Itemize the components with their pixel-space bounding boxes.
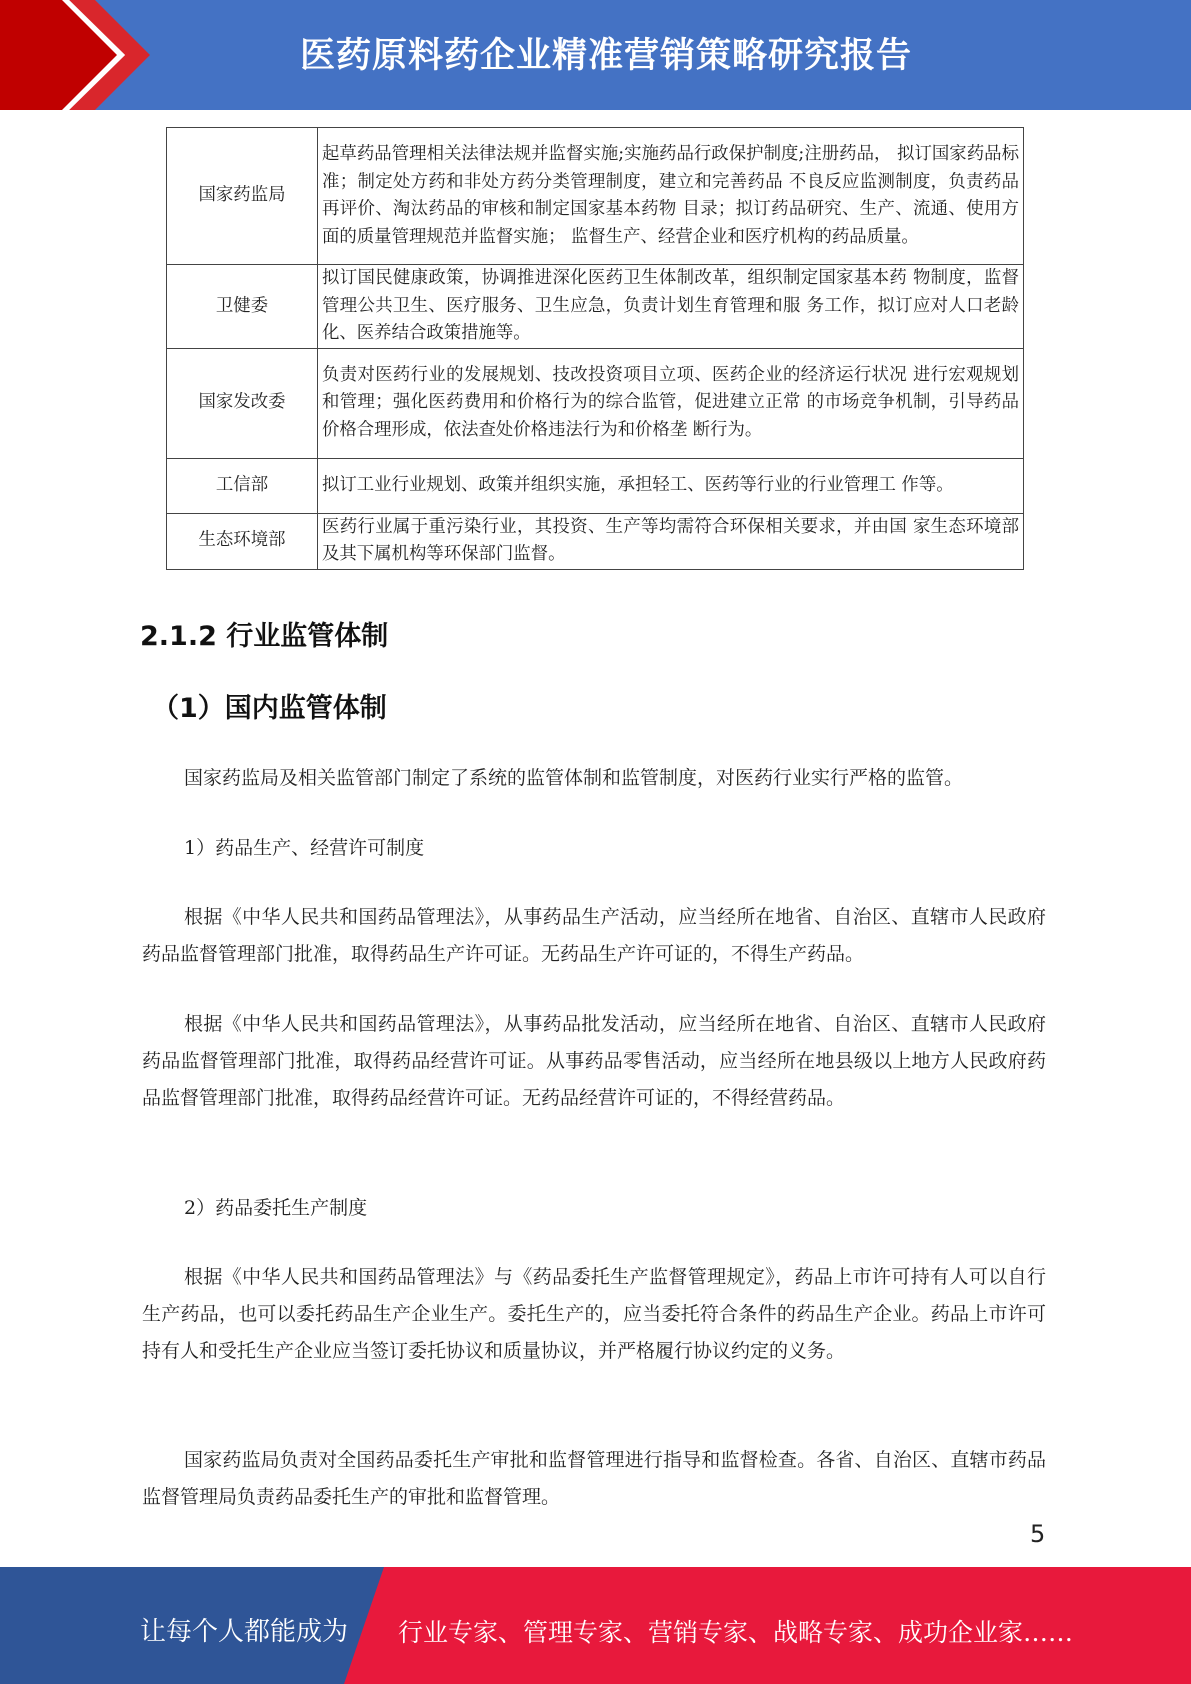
body-paragraph: 根据《中华人民共和国药品管理法》，从事药品批发活动，应当经所在地省、自治区、直辖市人民政府药品监督管理部门批准，取得药品经营许可证。从事药品零售活动，应当经所在地县级以上地方人民政府药品监督管理部门批准，取得药品经营许可证。无药品经营许可证的，不得经营药品。	[142, 1013, 1046, 1109]
department-cell: 卫健委	[167, 265, 318, 349]
item-2-title: 2）药品委托生产制度	[184, 1197, 368, 1219]
report-title: 医药原料药企业精准营销策略研究报告	[300, 36, 913, 76]
duties-cell: 起草药品管理相关法律法规并监督实施;实施药品行政保护制度;注册药品， 拟订国家药品标准；制定处方药和非处方药分类管理制度，建立和完善药品 不良反应监测制度，负责药品再评价、淘汰药品的审核和制定国家基本药物 目录；拟订药品研究、生产、流通、使用方面的质量管理规范并监督实施； 监督生产、经营企业和医疗机构的药品质量。	[318, 128, 1024, 265]
duties-cell: 拟订国民健康政策，协调推进深化医药卫生体制改革，组织制定国家基本药 物制度，监督管理公共卫生、医疗服务、卫生应急，负责计划生育管理和服 务工作，拟订应对人口老龄化、医养结合政策措施等。	[318, 265, 1024, 349]
intro-paragraph: 国家药监局及相关监管部门制定了系统的监管体制和监管制度，对医药行业实行严格的监管。	[184, 767, 964, 789]
department-cell: 国家药监局	[167, 128, 318, 265]
footer-slogan-left: 让每个人都能成为	[140, 1617, 349, 1647]
department-cell: 生态环境部	[167, 513, 318, 569]
table-row	[167, 513, 1024, 569]
table-row	[167, 458, 1024, 513]
regulatory-authorities-table	[166, 127, 1024, 570]
item-1-title: 1）药品生产、经营许可制度	[184, 837, 425, 859]
department-cell: 工信部	[167, 458, 318, 513]
table-row	[167, 348, 1024, 458]
page-number: 5	[1030, 1520, 1046, 1548]
department-cell: 国家发改委	[167, 348, 318, 458]
page-footer	[0, 1567, 1191, 1684]
subsection-heading: （1）国内监管体制	[152, 693, 387, 724]
body-paragraph: 国家药监局负责对全国药品委托生产审批和监督管理进行指导和监督检查。各省、自治区、直辖市药品监督管理局负责药品委托生产的审批和监督管理。	[142, 1449, 1046, 1508]
table-row	[167, 265, 1024, 349]
body-paragraph: 根据《中华人民共和国药品管理法》，从事药品生产活动，应当经所在地省、自治区、直辖市人民政府药品监督管理部门批准，取得药品生产许可证。无药品生产许可证的，不得生产药品。	[142, 906, 1046, 965]
footer-slogan-right: 行业专家、管理专家、营销专家、战略专家、成功企业家……	[398, 1618, 1074, 1647]
page-header	[0, 0, 1191, 110]
duties-cell: 医药行业属于重污染行业，其投资、生产等均需符合环保相关要求，并由国 家生态环境部及其下属机构等环保部门监督。	[318, 513, 1024, 569]
duties-cell: 拟订工业行业规划、政策并组织实施，承担轻工、医药等行业的行业管理工 作等。	[318, 458, 1024, 513]
header-arrow-decoration	[0, 0, 150, 110]
table-row	[167, 128, 1024, 265]
body-paragraph: 根据《中华人民共和国药品管理法》与《药品委托生产监督管理规定》，药品上市许可持有人可以自行生产药品，也可以委托药品生产企业生产。委托生产的，应当委托符合条件的药品生产企业。药品上市许可持有人和受托生产企业应当签订委托协议和质量协议，并严格履行协议约定的义务。	[142, 1266, 1046, 1362]
duties-cell: 负责对医药行业的发展规划、技改投资项目立项、医药企业的经济运行状况 进行宏观规划和管理；强化医药费用和价格行为的综合监管，促进建立正常 的市场竞争机制，引导药品价格合理形成，依法查处价格违法行为和价格垄 断行为。	[318, 348, 1024, 458]
section-heading: 2.1.2 行业监管体制	[140, 621, 389, 652]
